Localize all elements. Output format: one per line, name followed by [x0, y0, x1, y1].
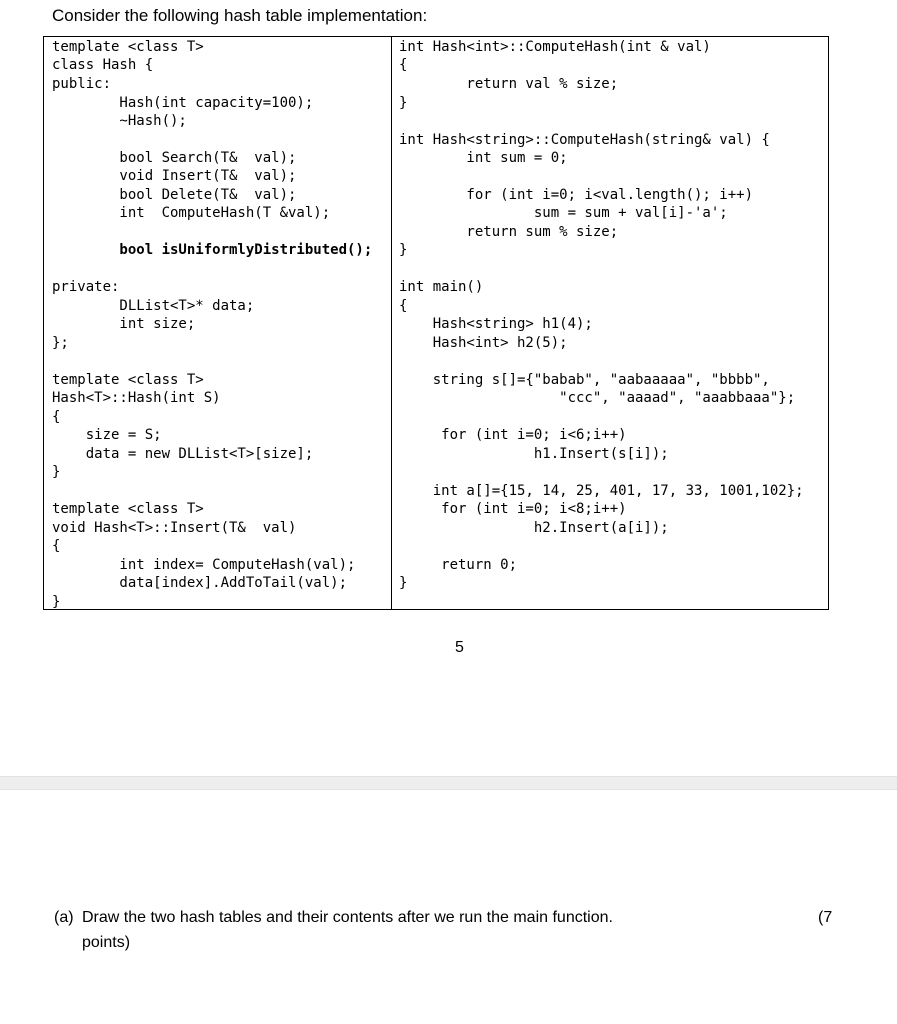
- code-line: int size;: [52, 316, 196, 332]
- code-line: return val % size;: [399, 76, 619, 92]
- code-line: int Hash<string>::ComputeHash(string& val) {: [399, 132, 770, 148]
- code-line: }: [399, 242, 408, 258]
- code-line: return sum % size;: [399, 224, 619, 240]
- code-line: }: [52, 464, 61, 480]
- code-line: for (int i=0; i<8;i++): [399, 501, 627, 517]
- column-divider: [391, 37, 392, 609]
- code-line: int index= ComputeHash(val);: [52, 557, 356, 573]
- code-line: data[index].AddToTail(val);: [52, 575, 348, 591]
- code-line: int Hash<int>::ComputeHash(int & val): [399, 39, 711, 55]
- code-line: ~Hash();: [52, 113, 187, 129]
- code-line: bool Delete(T& val);: [52, 187, 297, 203]
- code-line: Hash<T>::Hash(int S): [52, 390, 221, 406]
- question-text: Draw the two hash tables and their contents after we run the main function.: [82, 909, 613, 926]
- code-line: };: [52, 335, 69, 351]
- code-line: int sum = 0;: [399, 150, 568, 166]
- code-line: string s[]={"babab", "aabaaaaa", "bbbb",: [399, 372, 770, 388]
- code-line: sum = sum + val[i]-'a';: [399, 205, 728, 221]
- code-line: class Hash {: [52, 57, 154, 73]
- code-line: int ComputeHash(T &val);: [52, 205, 331, 221]
- code-line: }: [399, 575, 408, 591]
- question-points-open: (7: [818, 909, 833, 926]
- code-table: [43, 36, 829, 610]
- code-line: int a[]={15, 14, 25, 401, 17, 33, 1001,102};: [399, 483, 804, 499]
- code-line: Hash<int> h2(5);: [399, 335, 568, 351]
- code-line: Hash(int capacity=100);: [52, 95, 314, 111]
- code-line: for (int i=0; i<val.length(); i++): [399, 187, 754, 203]
- code-line: }: [399, 95, 408, 111]
- code-line: template <class T>: [52, 39, 204, 55]
- code-line: template <class T>: [52, 501, 204, 517]
- code-line: h1.Insert(s[i]);: [399, 446, 669, 462]
- code-line: DLList<T>* data;: [52, 298, 255, 314]
- code-line: {: [399, 57, 408, 73]
- code-line: }: [52, 594, 61, 610]
- code-line: bool Search(T& val);: [52, 150, 297, 166]
- code-line: public:: [52, 76, 112, 92]
- code-line: data = new DLList<T>[size];: [52, 446, 314, 462]
- page-heading: Consider the following hash table implementation:: [52, 6, 428, 25]
- code-line: {: [399, 298, 408, 314]
- page-number: 5: [455, 639, 464, 656]
- page-break-divider: [0, 776, 897, 790]
- code-line: Hash<string> h1(4);: [399, 316, 593, 332]
- code-line: h2.Insert(a[i]);: [399, 520, 669, 536]
- code-line: template <class T>: [52, 372, 204, 388]
- code-line: for (int i=0; i<6;i++): [399, 427, 627, 443]
- question-points-close: points): [82, 934, 131, 951]
- code-line: size = S;: [52, 427, 162, 443]
- question-label: (a): [54, 909, 74, 926]
- code-line: void Hash<T>::Insert(T& val): [52, 520, 297, 536]
- code-line: void Insert(T& val);: [52, 168, 297, 184]
- code-line: "ccc", "aaaad", "aaabbaaa"};: [399, 390, 796, 406]
- code-line: private:: [52, 279, 120, 295]
- code-line: int main(): [399, 279, 484, 295]
- code-line: return 0;: [399, 557, 518, 573]
- code-line-is-uniformly-distributed: bool isUniformlyDistributed();: [52, 242, 373, 258]
- code-line: {: [52, 538, 61, 554]
- code-line: {: [52, 409, 61, 425]
